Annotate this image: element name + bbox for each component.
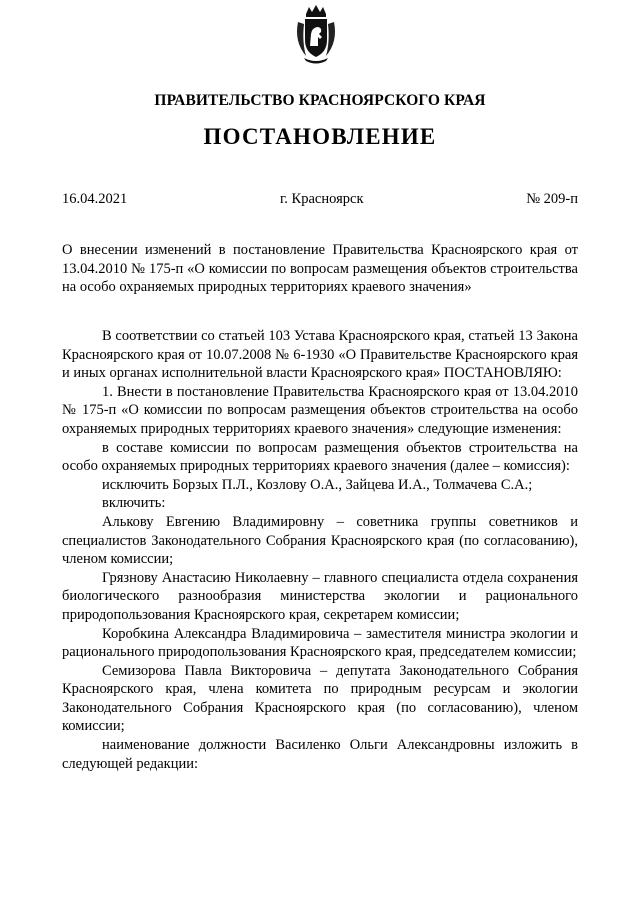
document-type-title: ПОСТАНОВЛЕНИЕ <box>203 124 437 149</box>
document-body <box>62 327 578 773</box>
paragraph-member-korobkin: Коробкина Александра Владимировича – заместителя министра экологии и рационального природопользования Красноярского края, председателем комиссии; <box>62 625 578 661</box>
paragraph-include-label: включить: <box>102 495 166 512</box>
paragraph-member-alkova: Алькову Евгению Владимировну – советника группы советников и специалистов Законодательного Собрания Красноярского края (по согласованию), членом комиссии; <box>62 513 578 568</box>
paragraph-preamble: В соответствии со статьей 103 Устава Красноярского края, статьей 13 Закона Красноярского края от 10.07.2008 № 6-1930 «О Правительстве Красноярского края и иных органах исполнительной власти Красноярского края» ПОСТАНОВЛЯЮ: <box>62 328 578 382</box>
paragraph-commission-composition: в составе комиссии по вопросам размещения объектов строительства на особо охраняемых природных территориях краевого значения (далее – комиссия): <box>62 439 578 475</box>
paragraph-exclude-members: исключить Борзых П.Л., Козлову О.А., Зайцева И.А., Толмачева С.А.; <box>102 476 533 493</box>
document-number: № 209-п <box>526 191 578 207</box>
document-city: г. Красноярск <box>280 191 364 207</box>
paragraph-member-semizorov: Семизорова Павла Викторовича – депутата Законодательного Собрания Красноярского края, члена комитета по природным ресурсам и экологии Законодательного Собрания Красноярского края (по согласованию), членом комиссии; <box>62 662 578 735</box>
document-meta-line <box>62 191 578 211</box>
paragraph-position-change: наименование должности Василенко Ольги Александровны изложить в следующей редакции: <box>62 737 578 772</box>
government-name: ПРАВИТЕЛЬСТВО КРАСНОЯРСКОГО КРАЯ <box>154 92 486 109</box>
coat-of-arms-emblem <box>292 4 340 64</box>
paragraph-member-gryaznova: Грязнову Анастасию Николаевну – главного специалиста отдела сохранения биологического разнообразия министерства экологии и рационального природопользования Красноярского края, секретарем комиссии; <box>62 569 578 623</box>
document-subject: О внесении изменений в постановление Правительства Красноярского края от 13.04.2010 № 175-п «О комиссии по вопросам размещения объектов строительства на особо охраняемых природных территориях краевого значения» <box>62 242 578 296</box>
paragraph-item-1: 1. Внести в постановление Правительства Красноярского края от 13.04.2010 № 175-п «О комиссии по вопросам размещения объектов строительства на особо охраняемых природных территориях краевого значения» следующие изменения: <box>62 383 578 437</box>
document-date: 16.04.2021 <box>62 191 128 207</box>
